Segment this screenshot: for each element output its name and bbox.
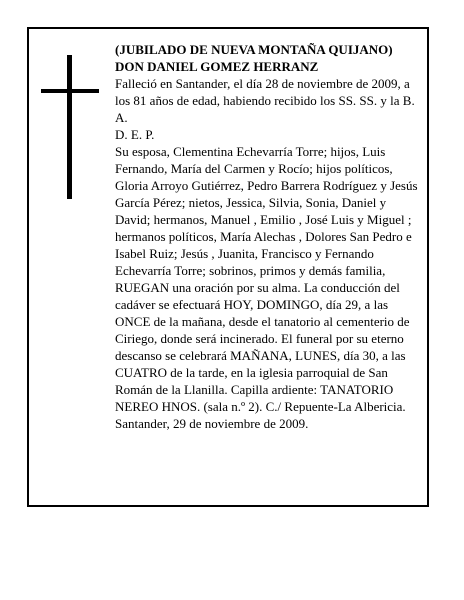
family-list: Su esposa, Clementina Echevarría Torre; hijos, Luis Fernando, María del Carmen y Rocío; hijos políticos, Gloria Arroyo Gutiérrez, Pedro Barrera Rodríguez y Jesús García Pérez; nietos, Jessica, Silvia, Sonia, Daniel y David; hermanos, Manuel , Emilio , José Luis y Miguel ; hermanos políticos, María Alechas , Dolores San Pedro e Isabel Ruiz; Jesús , Juanita, Francisco y Fernando Echevarría Torre; sobrinos, primos y demás familia, bbox=[115, 144, 418, 278]
deceased-name: DON DANIEL GOMEZ HERRANZ bbox=[115, 59, 319, 74]
death-statement: Falleció en Santander, el día 28 de noviembre de 2009, a los 81 años de edad, habiendo recibido los SS. SS. y la B. A. bbox=[115, 76, 415, 125]
cross-icon bbox=[41, 55, 99, 199]
cross-vertical-bar bbox=[67, 55, 72, 199]
notice-header-retired: (JUBILADO DE NUEVA MONTAÑA QUIJANO) bbox=[115, 42, 393, 57]
notice-text-block bbox=[115, 41, 419, 432]
cross-horizontal-bar bbox=[41, 89, 99, 93]
rest-in-peace: D. E. P. bbox=[115, 127, 155, 142]
obituary-notice bbox=[27, 27, 429, 507]
notice-date: Santander, 29 de noviembre de 2009. bbox=[115, 416, 309, 431]
funeral-request: RUEGAN una oración por su alma. La conducción del cadáver se efectuará HOY, DOMINGO, día 29, a las ONCE de la mañana, desde el tanatorio al cementerio de Ciriego, donde será incinerado. El funeral por su eterno descanso se celebrará MAÑANA, LUNES, día 30, a las CUATRO de la tarde, en la iglesia parroquial de San Román de la Llanilla. Capilla ardiente: TANATORIO NEREO HNOS. (sala n.º 2). C./ Repuente-La Albericia. bbox=[115, 280, 410, 414]
